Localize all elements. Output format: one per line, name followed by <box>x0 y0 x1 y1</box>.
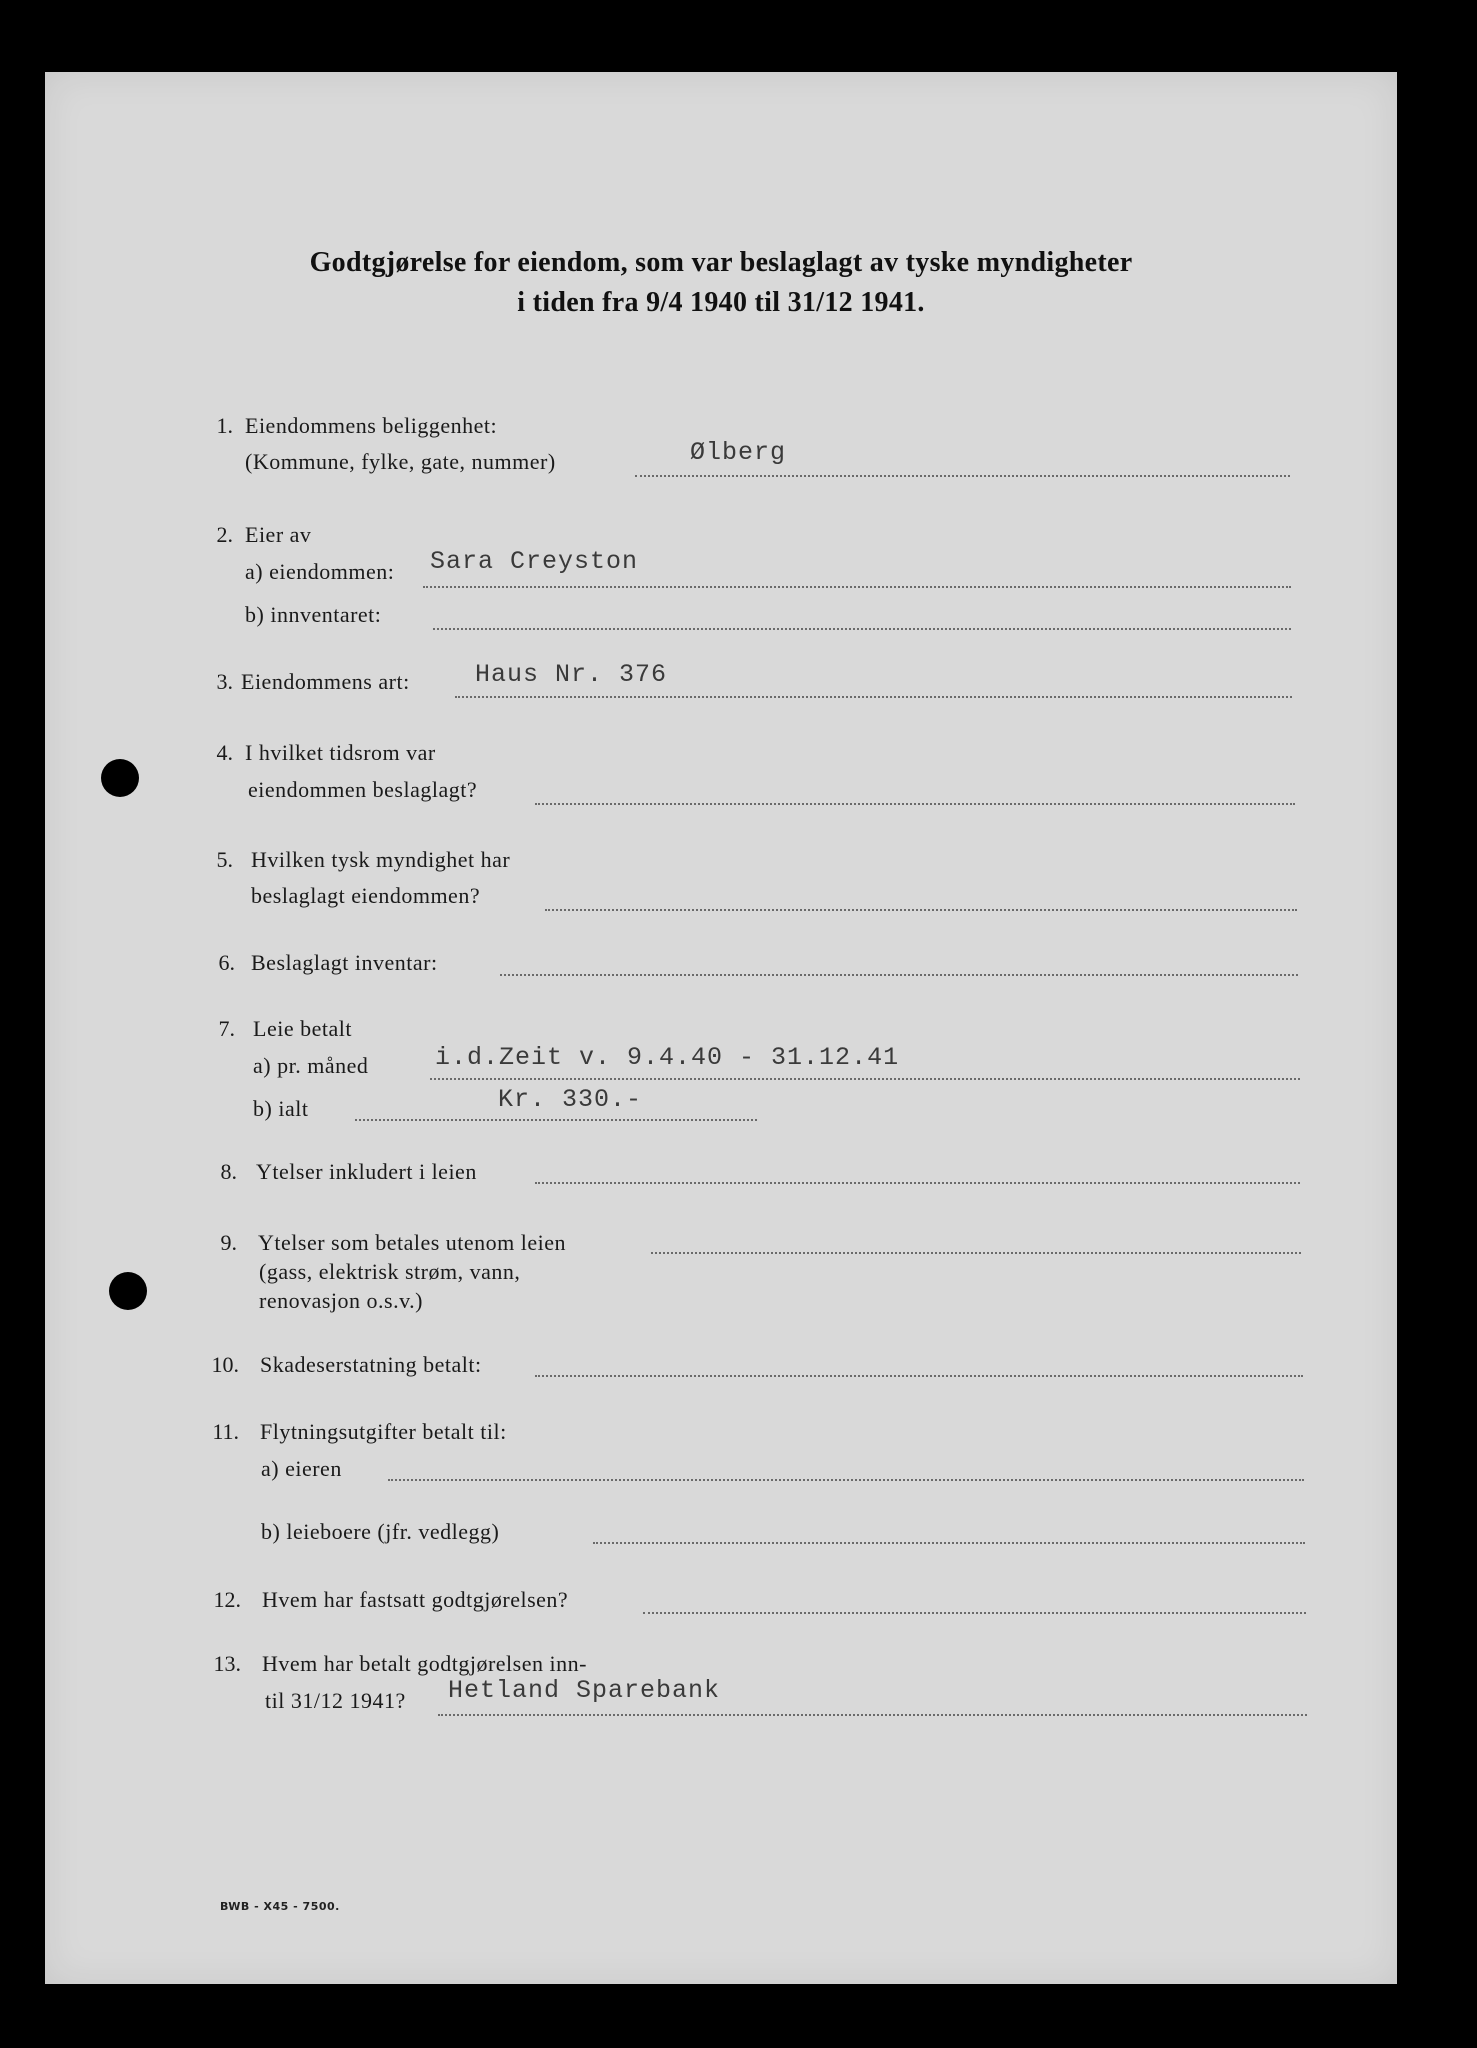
item4-label-sub: eiendommen beslaglagt? <box>248 777 478 802</box>
item13-label: Hvem har betalt godtgjørelsen inn- <box>262 1651 587 1676</box>
item-number: 4. <box>216 740 233 765</box>
item9-label-sub: (gass, elektrisk strøm, vann, <box>259 1259 521 1284</box>
item-number: 1. <box>216 413 233 438</box>
print-code: BWB - X45 - 7500. <box>220 1900 340 1913</box>
item2a-field-line <box>423 586 1291 588</box>
item3-value: Haus Nr. 376 <box>475 660 668 689</box>
form-title-line1: Godtgjørelse for eiendom, som var beslaglagt av tyske myndigheter <box>309 247 1133 278</box>
item11a-label: a) eieren <box>261 1456 342 1481</box>
punch-hole-top <box>101 759 139 797</box>
item-number: 11. <box>212 1419 239 1444</box>
item11a-field-line <box>388 1479 1304 1481</box>
item13-field-line <box>438 1714 1307 1716</box>
item7-label: Leie betalt <box>253 1016 352 1041</box>
item-number: 3. <box>216 669 233 694</box>
item6-label: Beslaglagt inventar: <box>251 950 438 975</box>
item-number: 8. <box>220 1159 237 1184</box>
item10-label: Skadeserstatning betalt: <box>260 1352 482 1377</box>
item-number: 7. <box>218 1016 235 1041</box>
item12-label: Hvem har fastsatt godtgjørelsen? <box>262 1587 569 1612</box>
punch-hole-bottom <box>109 1272 147 1310</box>
item6-field-line <box>500 974 1298 976</box>
item7b-field-line <box>355 1119 757 1121</box>
item-number: 9. <box>220 1230 237 1255</box>
item2a-label: a) eiendommen: <box>245 559 395 584</box>
item-number: 2. <box>216 522 233 547</box>
item-number: 13. <box>213 1651 241 1676</box>
item1-field-line <box>635 475 1290 477</box>
item7a-label: a) pr. måned <box>253 1053 369 1078</box>
item3-field-line <box>455 696 1292 698</box>
item-number: 6. <box>218 950 235 975</box>
form-page <box>45 72 1397 1984</box>
item5-label: Hvilken tysk myndighet har <box>251 847 511 872</box>
item13-value: Hetland Sparebank <box>448 1676 721 1705</box>
item-number: 10. <box>211 1352 239 1377</box>
item5-label-sub: beslaglagt eiendommen? <box>251 883 481 908</box>
item2b-label: b) innventaret: <box>245 602 382 627</box>
item2a-value: Sara Creyston <box>430 547 639 576</box>
item7b-value: Kr. 330.- <box>498 1085 643 1114</box>
item1-value: Ølberg <box>690 438 787 467</box>
item4-field-line <box>535 803 1295 805</box>
item9-field-line <box>651 1252 1301 1254</box>
item9-label-sub2: renovasjon o.s.v.) <box>259 1288 423 1313</box>
item7b-label: b) ialt <box>253 1096 309 1121</box>
item7a-field-line <box>430 1078 1300 1080</box>
item-number: 12. <box>213 1587 241 1612</box>
item1-label: Eiendommens beliggenhet: <box>245 413 498 438</box>
item12-field-line <box>643 1612 1306 1614</box>
item11b-label: b) leieboere (jfr. vedlegg) <box>261 1519 500 1544</box>
item5-field-line <box>545 909 1297 911</box>
form-title-line2: i tiden fra 9/4 1940 til 31/12 1941. <box>517 287 925 318</box>
item10-field-line <box>535 1375 1303 1377</box>
item11b-field-line <box>593 1542 1305 1544</box>
item8-label: Ytelser inkludert i leien <box>256 1159 477 1184</box>
item8-field-line <box>535 1182 1300 1184</box>
item2-label: Eier av <box>245 522 312 547</box>
item7a-value: i.d.Zeit v. 9.4.40 - 31.12.41 <box>435 1043 900 1072</box>
item3-label: Eiendommens art: <box>241 669 410 694</box>
item11-label: Flytningsutgifter betalt til: <box>260 1419 507 1444</box>
item1-label-sub: (Kommune, fylke, gate, nummer) <box>245 449 556 474</box>
item-number: 5. <box>216 847 233 872</box>
item2b-field-line <box>433 628 1291 630</box>
item4-label: I hvilket tidsrom var <box>245 740 436 765</box>
item9-label: Ytelser som betales utenom leien <box>258 1230 567 1255</box>
item13-label-sub: til 31/12 1941? <box>265 1688 406 1713</box>
